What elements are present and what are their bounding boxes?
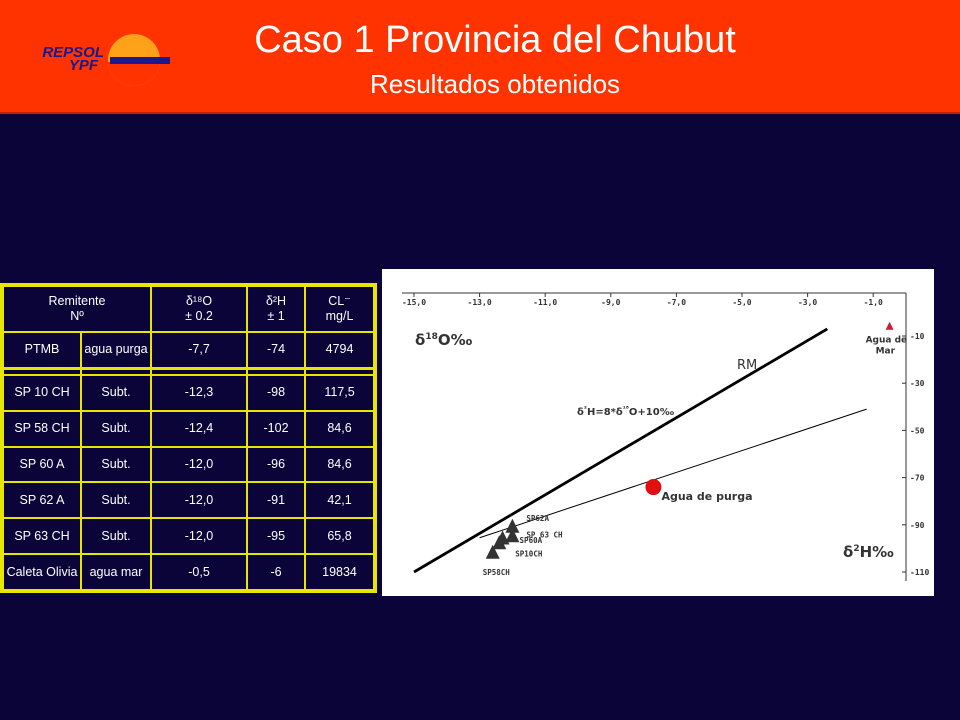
table-cell: agua purga [81,332,151,368]
table-cell: -12,0 [151,447,247,483]
point-label-sp62a: SP62A [526,514,549,524]
header-text: δ¹⁸O [185,294,213,308]
table-cell: 84,6 [305,447,374,483]
table-row [3,411,374,447]
logo-text [18,46,104,72]
x-tick-label: -13,0 [467,298,492,307]
table-cell: Caleta Olivia [3,554,81,590]
series-line-rm [414,329,827,572]
table-cell: -12,4 [151,411,247,447]
table-cell: -91 [247,482,305,518]
table-row [3,447,374,483]
table-cell: -98 [247,375,305,411]
page-title: Caso 1 Provincia del Chubut [254,19,736,61]
y-tick-label: -90 [910,520,925,530]
isotope-chart [382,269,934,596]
logo-bar-icon [110,57,170,64]
header-text: Nº [70,309,84,323]
table-cell: Subt. [81,375,151,411]
point-label-sp58ch: SP58CH [482,568,510,578]
table-cell: 42,1 [305,482,374,518]
x-tick-label: -7,0 [666,298,687,307]
x-axis-title: $\delta^{18}O‰$ [415,331,473,349]
x-tick-label: -15,0 [401,298,427,307]
table-cell: 65,8 [305,518,374,554]
x-tick-label: -5,0 [732,298,752,307]
header-banner [0,0,960,114]
point-label-sp60a: SP60A [519,535,543,545]
table-cell: 84,6 [305,411,374,447]
y-tick-label: -30 [910,379,925,389]
table-cell: 4794 [305,332,374,368]
table-cell: SP 10 CH [3,375,81,411]
header-text: δ²H [265,294,287,308]
table-cell: 117,5 [305,375,374,411]
header-text: mg/L [325,309,354,323]
table-cell: -12,3 [151,375,247,411]
table-cell: Subt. [81,482,151,518]
point-label-sp-63-ch: SP 63 CH [526,530,563,540]
chart-svg [382,269,934,596]
table-cell: SP 60 A [3,447,81,483]
header-text: Remitente [48,294,106,308]
logo-line-1: REPSOL [42,44,104,61]
table-header-cell [151,286,247,332]
table-cell: -7,7 [151,332,247,368]
table-cell: SP 58 CH [3,411,81,447]
y-tick-label: -70 [910,473,925,483]
table-cell: -6 [247,554,305,590]
y-axis-title: $\delta^2H‰$ [843,543,894,561]
repsol-ypf-logo [14,34,174,84]
x-tick-label: -1,0 [863,298,883,307]
table-cell: -102 [247,411,305,447]
table-row [3,482,374,518]
table-cell: -95 [247,518,305,554]
header-text: CL⁻ [328,294,351,308]
table-cell: -74 [247,332,305,368]
table-cell: SP 63 CH [3,518,81,554]
table-cell: -96 [247,447,305,483]
x-tick-label: -11,0 [533,298,558,307]
table-cell: 19834 [305,554,374,590]
rm-line-label: RM [737,358,758,373]
table-header-row [3,286,374,332]
table-row [3,554,374,590]
table-header-cell [3,286,151,332]
table-row [3,518,374,554]
table-header-cell [247,286,305,332]
logo-line-2: YPF [68,57,98,74]
point-label-agua-de-mar-line2: Mar [875,346,896,357]
y-tick-label: -50 [910,426,925,436]
table-cell: -0,5 [151,554,247,590]
header-text: ± 0.2 [185,309,213,323]
header-text: ± 1 [267,309,285,323]
table-row [3,375,374,411]
point-label-sp10ch: SP10CH [515,549,543,559]
table-cell: SP 62 A [3,482,81,518]
isotope-table [0,283,371,593]
x-tick-label: -3,0 [797,298,818,307]
table-separator [3,368,374,375]
y-tick-label: -110 [910,568,930,577]
table-cell: -12,0 [151,518,247,554]
point-agua-de-mar [886,322,894,330]
page-subtitle: Resultados obtenidos [369,69,621,99]
y-tick-label: -10 [910,332,925,341]
point-label-agua-de-purga: Agua de purga [661,490,753,504]
table-cell: -12,0 [151,482,247,518]
table-header-cell [305,286,374,332]
table-row [3,332,374,368]
table-cell: Subt. [81,411,151,447]
point-label-agua-de-mar-line1: Agua de [865,335,908,346]
table-cell: Subt. [81,447,151,483]
table-cell: PTMB [3,332,81,368]
rm-equation-label: $\delta^{^2}H=8*\delta^{^{18}}O+10‰$ [577,405,675,418]
point-agua-de-purga [645,479,661,495]
table-cell: Subt. [81,518,151,554]
table-cell: agua mar [81,554,151,590]
x-tick-label: -9,0 [601,298,621,307]
